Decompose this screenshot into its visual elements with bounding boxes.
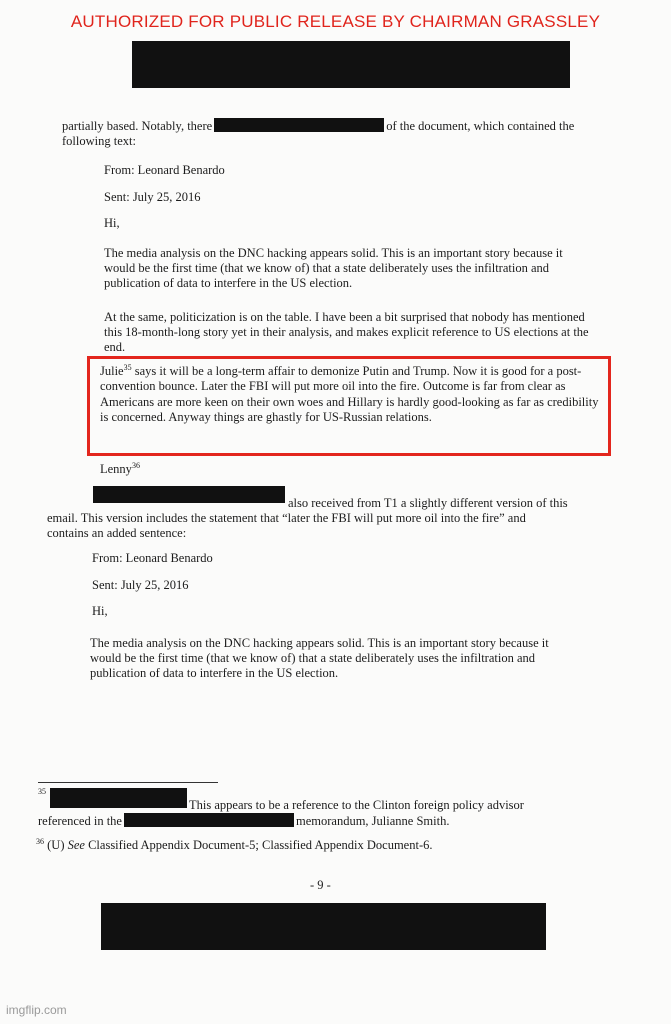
footnote-36-text: Classified Appendix Document-5; Classified Appendix Document-6.	[88, 838, 433, 852]
email1-paragraph-1: The media analysis on the DNC hacking appears solid. This is an important story because it would be the first time (that we know of) that a state deliberately uses the infiltration and publication of data to interfere in the US election.	[104, 246, 563, 290]
redaction-header	[132, 41, 570, 88]
email1-greeting: Hi,	[104, 216, 120, 230]
redaction-footnote-1	[50, 788, 187, 808]
middle-line-2: email. This version includes the statement that “later the FBI will put more oil into the fire” and	[47, 511, 526, 525]
redaction-inline-1	[214, 118, 384, 132]
redaction-footer	[101, 903, 546, 950]
middle-line-3: contains an added sentence:	[47, 526, 187, 540]
signature-footnote-ref: 36	[131, 460, 140, 470]
footnote-35-after: memorandum, Julianne Smith.	[295, 814, 450, 828]
email2-greeting: Hi,	[92, 604, 108, 618]
email1-sent: Sent: July 25, 2016	[104, 190, 201, 204]
middle-line-1: also received from T1 a slightly different version of this	[288, 496, 568, 510]
imgflip-watermark: imgflip.com	[6, 1003, 67, 1017]
highlight-text	[100, 364, 600, 426]
footnote-36-label: (U)	[47, 838, 65, 852]
page-number: - 9 -	[310, 878, 331, 892]
release-banner: AUTHORIZED FOR PUBLIC RELEASE BY CHAIRMAN GRASSLEY	[70, 12, 601, 31]
footnote-36-number: 36	[36, 836, 44, 846]
highlight-body: says it will be a long-term affair to demonize Putin and Trump. Now it is good for a post-convention bounce. Later the FBI will put more oil into the fire. Outcome is far from clear as Americans are more keen on their own woes and Hillary is hardly good-looking as far as credibility is concerned. Anyway things are ghastly for US-Russian relations.	[100, 364, 599, 425]
footnote-rule	[38, 782, 218, 783]
redaction-middle	[93, 486, 285, 503]
highlight-name: Julie	[100, 364, 124, 378]
footnote-36-see: See	[67, 838, 85, 852]
intro-line-1	[62, 118, 574, 134]
email1-from: From: Leonard Benardo	[104, 163, 225, 177]
email2-paragraph-1: The media analysis on the DNC hacking appears solid. This is an important story because it would be the first time (that we know of) that a state deliberately uses the infiltration and publication of data to interfere in the US election.	[90, 636, 549, 680]
email2-sent: Sent: July 25, 2016	[92, 578, 189, 592]
email1-signature	[100, 462, 140, 477]
footnote-36	[36, 838, 433, 853]
intro-line-2: following text:	[62, 134, 136, 148]
intro-after: of the document, which contained the	[386, 119, 575, 133]
highlight-footnote-ref: 35	[123, 362, 132, 372]
footnote-35-before: referenced in the	[38, 814, 122, 828]
redaction-footnote-2	[124, 813, 294, 827]
highlight-box	[87, 356, 611, 456]
email2-from: From: Leonard Benardo	[92, 551, 213, 565]
footnote-35-line-1: This appears to be a reference to the Clinton foreign policy advisor	[189, 798, 524, 812]
email1-paragraph-2: At the same, politicization is on the table. I have been a bit surprised that nobody has mentioned this 18-month-long story yet in their analysis, and makes explicit reference to US elections at the end.	[104, 310, 589, 354]
footnote-35-line-2	[38, 813, 449, 829]
intro-before: partially based. Notably, there	[62, 119, 213, 133]
signature-name: Lenny	[100, 462, 132, 476]
footnote-35-number: 35	[38, 787, 46, 796]
